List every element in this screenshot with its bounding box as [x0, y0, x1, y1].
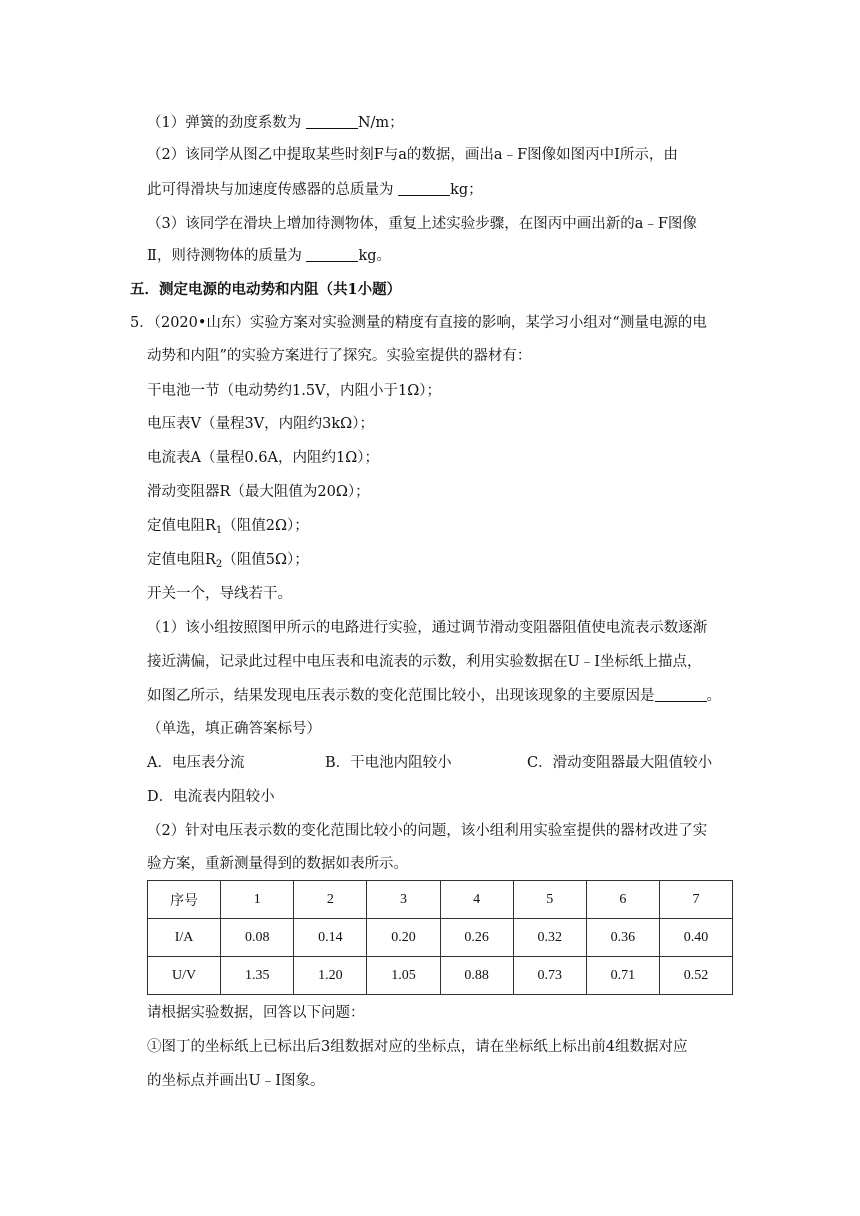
table-row: [148, 881, 733, 919]
table-cell: 6: [586, 881, 659, 919]
data-table: [147, 880, 733, 995]
table-row-header: U/V: [148, 957, 221, 995]
section-heading: 五．测定电源的电动势和内阻（共1小题）: [130, 281, 402, 298]
table-row: [148, 919, 733, 957]
table-cell: 1.35: [221, 957, 294, 995]
table-cell: 3: [367, 881, 440, 919]
equipment-item: 开关一个，导线若干。: [147, 586, 292, 602]
q5-part2-line2: 验方案，重新测量得到的数据如表所示。: [147, 856, 408, 872]
q4-part2-unit: kg；: [450, 182, 483, 198]
table-cell: 1: [221, 881, 294, 919]
option-d[interactable]: D．电流表内阻较小: [147, 789, 275, 805]
resistor-label: 定值电阻R: [147, 552, 216, 568]
option-b[interactable]: B．干电池内阻较小: [325, 755, 452, 771]
table-cell: 4: [440, 881, 513, 919]
resistor-subscript: 2: [215, 559, 223, 570]
q4-part1-text: （1）弹簧的劲度系数为: [147, 115, 302, 131]
table-cell: 0.08: [221, 919, 294, 957]
resistor-label: 定值电阻R: [147, 518, 216, 534]
equipment-item: 滑动变阻器R（最大阻值为20Ω）；: [147, 484, 370, 500]
answer-blank[interactable]: [655, 687, 707, 702]
q4-part2-line2: [147, 180, 483, 200]
q5-intro-line1: 5．（2020•山东）实验方案对实验测量的精度有直接的影响，某学习小组对“测量电源的电: [130, 315, 707, 331]
q5-sub1-line2: 的坐标点并画出U﹣I图象。: [147, 1073, 325, 1089]
option-c[interactable]: C．滑动变阻器最大阻值较小: [527, 755, 713, 771]
q4-part3-line1: （3）该同学在滑块上增加待测物体，重复上述实验步骤，在图丙中画出新的a﹣F图像: [147, 216, 697, 232]
equipment-item: [147, 516, 309, 536]
table-row-header: 序号: [148, 881, 221, 919]
table-cell: 7: [659, 881, 732, 919]
resistor-value: （阻值5Ω）；: [222, 552, 309, 568]
answer-blank[interactable]: [306, 247, 358, 262]
answer-blank[interactable]: [398, 181, 450, 196]
table-cell: 2: [294, 881, 367, 919]
answer-blank[interactable]: [306, 114, 358, 129]
table-cell: 0.14: [294, 919, 367, 957]
table-cell: 0.40: [659, 919, 732, 957]
q4-part3-unit: kg。: [358, 248, 392, 264]
q5-part1-period: 。: [706, 688, 721, 704]
table-cell: 5: [513, 881, 586, 919]
q4-part1: [147, 113, 404, 133]
table-row-header: I/A: [148, 919, 221, 957]
q4-part2-text: 此可得滑块与加速度传感器的总质量为: [147, 182, 394, 198]
q4-part3-text: Ⅱ，则待测物体的质量为: [147, 248, 302, 264]
q4-part2-line1: （2）该同学从图乙中提取某些时刻F与a的数据，画出a﹣F图像如图丙中Ⅰ所示，由: [147, 147, 678, 163]
table-cell: 0.36: [586, 919, 659, 957]
q4-part3-line2: [147, 246, 391, 266]
q5-part2-line1: （2）针对电压表示数的变化范围比较小的问题，该小组利用实验室提供的器材改进了实: [147, 823, 708, 839]
table-cell: 1.20: [294, 957, 367, 995]
table-cell: 0.73: [513, 957, 586, 995]
table-cell: 0.20: [367, 919, 440, 957]
equipment-item: 电流表A（量程0.6A，内阻约1Ω）；: [147, 450, 379, 466]
q5-part1-line4: （单选，填正确答案标号）: [147, 721, 321, 737]
equipment-item: [147, 550, 309, 570]
q5-intro-line2: 动势和内阻”的实验方案进行了探究。实验室提供的器材有：: [147, 348, 532, 364]
equipment-item: 电压表V（量程3V，内阻约3kΩ）；: [147, 416, 374, 432]
q5-part1-line2: 接近满偏，记录此过程中电压表和电流表的示数，利用实验数据在U﹣I坐标纸上描点，: [147, 654, 702, 670]
table-cell: 0.26: [440, 919, 513, 957]
table-row: [148, 957, 733, 995]
table-cell: 0.32: [513, 919, 586, 957]
q5-sub1-line1: ①图丁的坐标纸上已标出后3组数据对应的坐标点，请在坐标纸上标出前4组数据对应: [147, 1039, 688, 1055]
table-cell: 0.71: [586, 957, 659, 995]
resistor-value: （阻值2Ω）；: [222, 518, 309, 534]
q5-part1-text: 如图乙所示，结果发现电压表示数的变化范围比较小，出现该现象的主要原因是: [147, 688, 655, 704]
q5-part1-line3: [147, 686, 721, 706]
q5-part1-line1: （1）该小组按照图甲所示的电路进行实验，通过调节滑动变阻器阻值使电流表示数逐渐: [147, 620, 708, 636]
table-cell: 0.52: [659, 957, 732, 995]
table-cell: 0.88: [440, 957, 513, 995]
table-cell: 1.05: [367, 957, 440, 995]
q4-part1-unit: N/m；: [357, 115, 404, 131]
after-table-text: 请根据实验数据，回答以下问题：: [147, 1005, 365, 1021]
equipment-item: 干电池一节（电动势约1.5V，内阻小于1Ω）；: [147, 383, 442, 399]
option-a[interactable]: A．电压表分流: [147, 755, 245, 771]
resistor-subscript: 1: [215, 525, 223, 536]
